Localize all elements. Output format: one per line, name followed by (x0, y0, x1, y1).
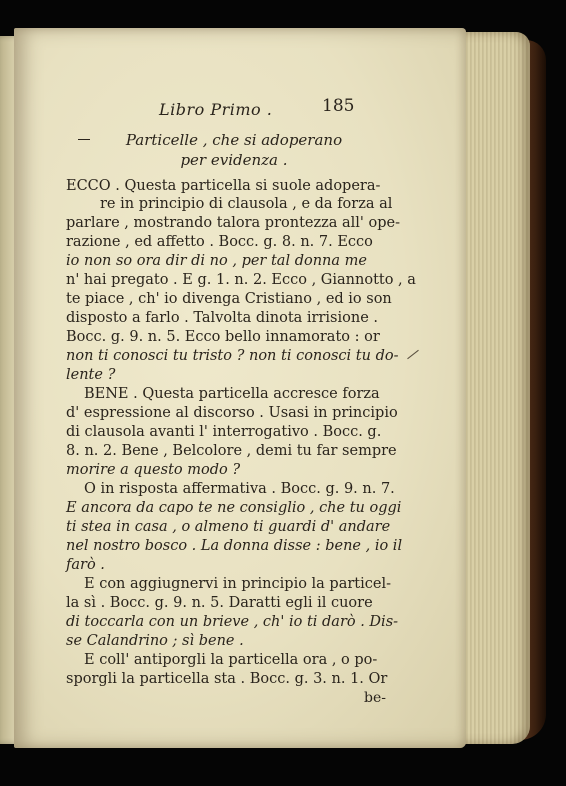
page-text (14, 28, 466, 748)
text-line: re in principio di clausola , e da forza al (100, 196, 393, 212)
text-line: non ti conosci tu tristo ? non ti conosci tu do- (66, 348, 399, 364)
section-title-line: Particelle , che si adoperano (125, 131, 343, 149)
text-line: E ancora da capo te ne consiglio , che tu oggi (66, 500, 402, 516)
text-line: O in risposta affermativa . Bocc. g. 9. n. 7. (84, 481, 395, 497)
running-head: Libro Primo . (159, 100, 273, 119)
text-line: razione , ed affetto . Bocc. g. 8. n. 7. Ecco (66, 234, 373, 250)
text-line: E coll' antiporgli la particella ora , o po- (84, 652, 378, 668)
text-line: morire a questo modo ? (66, 462, 241, 478)
text-line: la sì . Bocc. g. 9. n. 5. Daratti egli il cuore (66, 595, 373, 611)
text-line: di clausola avanti l' interrogativo . Bocc. g. (66, 424, 382, 440)
section-title-line: per evidenza . (180, 151, 288, 169)
page-number: 185 (322, 96, 355, 116)
text-line: Bocc. g. 9. n. 5. Ecco bello innamorato : or (66, 329, 380, 345)
text-line: 8. n. 2. Bene , Belcolore , demi tu far sempre (66, 443, 397, 459)
text-line: io non so ora dir di no , per tal donna me (66, 253, 367, 269)
book-page (14, 28, 466, 748)
text-line: n' hai pregato . E g. 1. n. 2. Ecco , Giannotto , a (66, 272, 416, 288)
text-line: ti stea in casa , o almeno ti guardi d' andare (66, 519, 391, 535)
text-line: te piace , ch' io divenga Cristiano , ed io son (66, 291, 392, 307)
open-book (0, 22, 548, 748)
text-line: nel nostro bosco . La donna disse : bene , io il (66, 538, 403, 554)
section-title (84, 130, 384, 170)
text-line: di toccarla con un brieve , ch' io ti darò . Dis- (66, 614, 399, 630)
text-line: BENE . Questa particella accresce forza (84, 386, 380, 402)
text-line: se Calandrino ; sì bene . (66, 633, 244, 649)
text-line: d' espressione al discorso . Usasi in principio (66, 405, 398, 421)
text-line: parlare , mostrando talora prontezza all' ope- (66, 215, 401, 231)
catchword: be- (364, 690, 386, 706)
text-line: disposto a farlo . Talvolta dinota irrisione . (66, 310, 378, 326)
text-line: ECCO . Questa particella si suole adopera- (66, 178, 381, 194)
text-line: sporgli la particella sta . Bocc. g. 3. n. 1. Or (66, 671, 388, 687)
text-line: E con aggiugnervi in principio la particel- (84, 576, 391, 592)
text-line: lente ? (66, 367, 116, 383)
text-line: farò . (66, 557, 105, 573)
pencil-mark (407, 350, 419, 359)
